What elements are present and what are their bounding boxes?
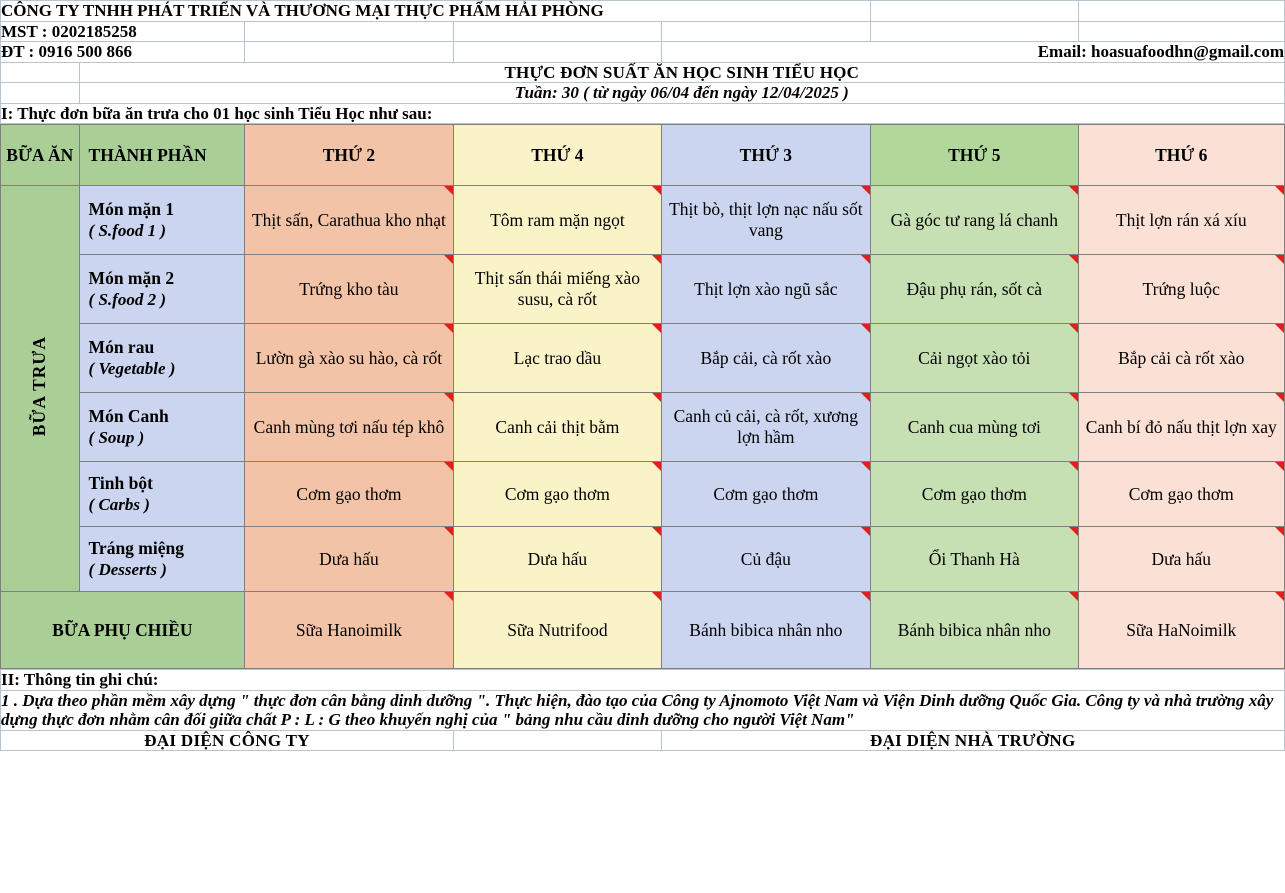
cell-mon-afternoon: Sữa Hanoimilk (244, 592, 453, 669)
cell-fri-soup: Canh bí đỏ nấu thịt lợn xay (1078, 393, 1284, 462)
row-label-desserts (79, 527, 244, 592)
cell-thu-carbs: Cơm gạo thơm (871, 462, 1078, 527)
cell-mon-desserts: Dưa hấu (244, 527, 453, 592)
row-label-sub: ( Carbs ) (88, 495, 150, 515)
table-header-row (1, 125, 1285, 186)
notes-section (0, 669, 1285, 751)
cell-fri-vegetable: Bắp cải cà rốt xào (1078, 324, 1284, 393)
row-label-main2 (79, 255, 244, 324)
table-row (1, 255, 1285, 324)
cell-tue-main2: Thịt lợn xào ngũ sắc (661, 255, 870, 324)
cell-fri-afternoon: Sữa HaNoimilk (1078, 592, 1284, 669)
cell-wed-vegetable: Lạc trao dầu (454, 324, 661, 393)
cell-tue-afternoon: Bánh bibica nhân nho (661, 592, 870, 669)
row-label-sub: ( S.food 1 ) (88, 221, 166, 241)
week-subtitle: Tuần: 30 ( từ ngày 06/04 đến ngày 12/04/2025 ) (79, 83, 1284, 104)
cell-tue-soup: Canh củ cải, cà rốt, xương lợn hầm (661, 393, 870, 462)
cell-wed-main1: Tôm ram mặn ngọt (454, 186, 661, 255)
row-label-sub: ( Soup ) (88, 428, 145, 448)
table-row (1, 527, 1285, 592)
empty-cell (1078, 1, 1285, 22)
cell-mon-main1: Thịt sấn, Carathua kho nhạt (244, 186, 453, 255)
empty-cell (661, 21, 870, 42)
header-day-tue: THỨ 3 (661, 125, 870, 186)
cell-thu-desserts: Ổi Thanh Hà (871, 527, 1078, 592)
header-day-wed: THỨ 4 (454, 125, 661, 186)
cell-tue-carbs: Cơm gạo thơm (661, 462, 870, 527)
cell-fri-desserts: Dưa hấu (1078, 527, 1284, 592)
header-meal: BỮA ĂN (1, 125, 80, 186)
lunch-group-label (1, 186, 80, 592)
section-one-heading: I: Thực đơn bữa ăn trưa cho 01 học sinh Tiểu Học như sau: (1, 103, 1285, 124)
page-title: THỰC ĐƠN SUẤT ĂN HỌC SINH TIỂU HỌC (79, 62, 1284, 83)
empty-cell (871, 21, 1078, 42)
cell-fri-main1: Thịt lợn rán xá xíu (1078, 186, 1284, 255)
row-label-sub: ( Desserts ) (88, 560, 167, 580)
cell-thu-afternoon: Bánh bibica nhân nho (871, 592, 1078, 669)
row-label-text: Món mặn 1 (88, 199, 175, 220)
cell-fri-main2: Trứng luộc (1078, 255, 1284, 324)
row-label-carbs (79, 462, 244, 527)
phone-number: ĐT : 0916 500 866 (1, 42, 245, 63)
cell-wed-desserts: Dưa hấu (454, 527, 661, 592)
empty-cell (1078, 21, 1285, 42)
table-row (1, 324, 1285, 393)
cell-wed-main2: Thịt sấn thái miếng xào susu, cà rốt (454, 255, 661, 324)
row-label-text: Tinh bột (88, 473, 153, 494)
table-row (1, 393, 1285, 462)
row-label-sub: ( Vegetable ) (88, 359, 176, 379)
cell-thu-soup: Canh cua mùng tơi (871, 393, 1078, 462)
cell-mon-carbs: Cơm gạo thơm (244, 462, 453, 527)
signature-company: ĐẠI DIỆN CÔNG TY (1, 730, 454, 751)
cell-wed-carbs: Cơm gạo thơm (454, 462, 661, 527)
header-day-fri: THỨ 6 (1078, 125, 1284, 186)
row-label-main1 (79, 186, 244, 255)
cell-fri-carbs: Cơm gạo thơm (1078, 462, 1284, 527)
empty-cell (244, 42, 453, 63)
lunch-group-text: BỮA TRƯA (29, 336, 50, 437)
notes-body: 1 . Dựa theo phần mềm xây dựng " thực đơn cân bằng dinh dưỡng ". Thực hiện, đào tạo của Công ty Ajnomoto Việt Nam và Viện Dinh dưỡng Quốc Gia. Công ty và nhà trường xây dựng thực đơn nhằm cân đối giữa chất P : L : G theo khuyến nghị của " bảng nhu cầu dinh dưỡng cho người Việt Nam" (1, 690, 1285, 730)
cell-thu-main1: Gà góc tư rang lá chanh (871, 186, 1078, 255)
menu-table (0, 124, 1285, 669)
header-day-mon: THỨ 2 (244, 125, 453, 186)
email-address: Email: hoasuafoodhn@gmail.com (661, 42, 1284, 63)
table-row (1, 462, 1285, 527)
cell-tue-desserts: Củ đậu (661, 527, 870, 592)
afternoon-label: BỮA PHỤ CHIỀU (1, 592, 245, 669)
row-label-text: Món mặn 2 (88, 268, 175, 289)
empty-cell (454, 42, 661, 63)
empty-cell (1, 62, 80, 83)
cell-mon-soup: Canh mùng tơi nấu tép khô (244, 393, 453, 462)
empty-cell (454, 21, 661, 42)
empty-cell (244, 21, 453, 42)
row-label-text: Tráng miệng (88, 538, 184, 559)
row-label-sub: ( S.food 2 ) (88, 290, 166, 310)
table-row-afternoon (1, 592, 1285, 669)
cell-mon-vegetable: Lườn gà xào su hào, cà rốt (244, 324, 453, 393)
header-component: THÀNH PHẦN (79, 125, 244, 186)
notes-heading: II: Thông tin ghi chú: (1, 670, 1285, 691)
row-label-vegetable (79, 324, 244, 393)
cell-mon-main2: Trứng kho tàu (244, 255, 453, 324)
cell-wed-soup: Canh cải thịt bằm (454, 393, 661, 462)
tax-code: MST : 0202185258 (1, 21, 245, 42)
cell-thu-main2: Đậu phụ rán, sốt cà (871, 255, 1078, 324)
row-label-soup (79, 393, 244, 462)
empty-cell (1, 83, 80, 104)
company-name: CÔNG TY TNHH PHÁT TRIỂN VÀ THƯƠNG MẠI THỰC PHẨM HẢI PHÒNG (1, 1, 871, 22)
cell-tue-main1: Thịt bò, thịt lợn nạc nấu sốt vang (661, 186, 870, 255)
cell-tue-vegetable: Bắp cải, cà rốt xào (661, 324, 870, 393)
signature-school: ĐẠI DIỆN NHÀ TRƯỜNG (661, 730, 1284, 751)
table-row (1, 186, 1285, 255)
empty-cell (454, 730, 661, 751)
cell-wed-afternoon: Sữa Nutrifood (454, 592, 661, 669)
header-day-thu: THỨ 5 (871, 125, 1078, 186)
row-label-text: Món Canh (88, 406, 169, 427)
row-label-text: Món rau (88, 337, 155, 358)
document-header (0, 0, 1285, 124)
cell-thu-vegetable: Cải ngọt xào tỏi (871, 324, 1078, 393)
empty-cell (871, 1, 1078, 22)
